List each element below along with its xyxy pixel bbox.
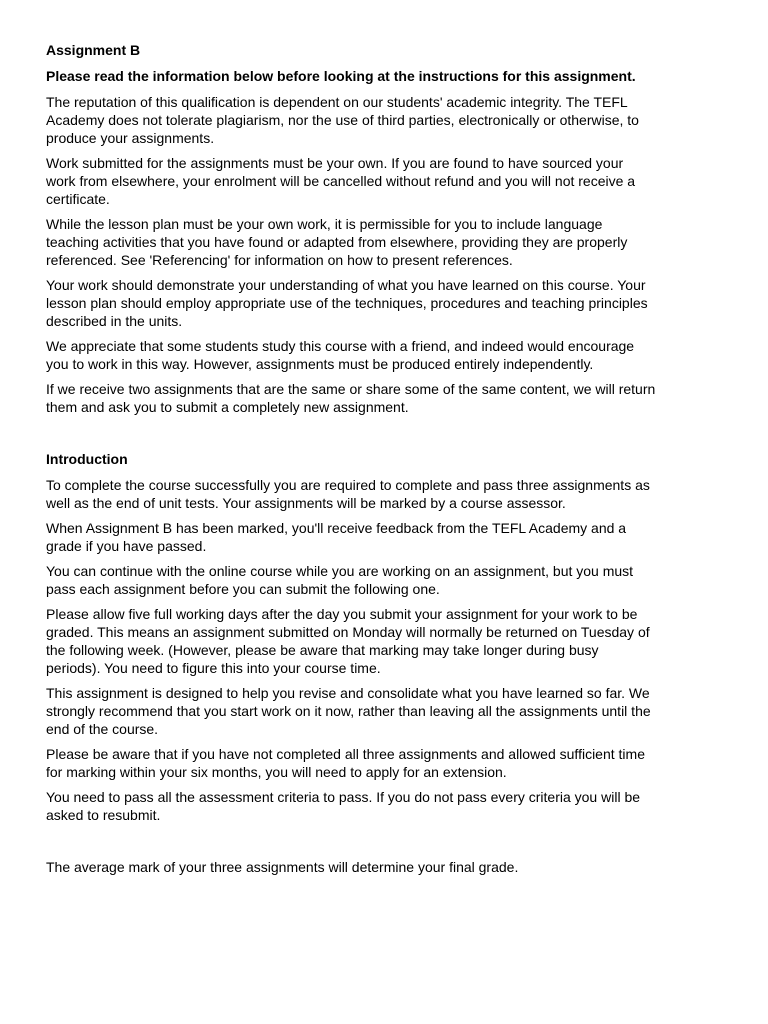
introduction-section [46, 476, 726, 824]
read-first-notice: Please read the information below before looking at the instructions for this assignment. [46, 68, 636, 84]
paragraph: You need to pass all the assessment criteria to pass. If you do not pass every criteria you will be asked to resubmit. [46, 789, 641, 823]
paragraph: You can continue with the online course while you are working on an assignment, but you must pass each assignment before you can submit the following one. [46, 563, 634, 597]
document-page [46, 41, 726, 883]
paragraph: Please be aware that if you have not completed all three assignments and allowed sufficient time for marking within your six months, you will need to apply for an extension. [46, 746, 645, 780]
final-grade-note: The average mark of your three assignments will determine your final grade. [46, 859, 519, 875]
spacer [46, 423, 726, 450]
paragraph: We appreciate that some students study this course with a friend, and indeed would encourage you to work in this way. However, assignments must be produced entirely independently. [46, 338, 635, 372]
paragraph: If we receive two assignments that are the same or share some of the same content, we will return them and ask you to submit a completely new assignment. [46, 381, 656, 415]
paragraph: This assignment is designed to help you revise and consolidate what you have learned so far. We strongly recommend that you start work on it now, rather than leaving all the assignments until the end of the course. [46, 685, 651, 737]
paragraph: Your work should demonstrate your understanding of what you have learned on this course. Your lesson plan should employ appropriate use of the techniques, procedures and teaching principles described in the units. [46, 277, 648, 329]
paragraph: While the lesson plan must be your own work, it is permissible for you to include language teaching activities that you have found or adapted from elsewhere, providing they are properly referenced. See 'Referencing' for information on how to present references. [46, 216, 628, 268]
document-title: Assignment B [46, 42, 141, 58]
paragraph: The reputation of this qualification is dependent on our students' academic integrity. The TEFL Academy does not tolerate plagiarism, nor the use of third parties, electronically or otherwise, to produce your assignments. [46, 94, 639, 146]
integrity-section [46, 93, 726, 416]
paragraph: When Assignment B has been marked, you'll receive feedback from the TEFL Academy and a grade if you have passed. [46, 520, 627, 554]
introduction-heading: Introduction [46, 451, 128, 467]
paragraph: Work submitted for the assignments must be your own. If you are found to have sourced your work from elsewhere, your enrolment will be cancelled without refund and you will not receive a certificate. [46, 155, 636, 207]
spacer [46, 831, 726, 858]
paragraph: Please allow five full working days after the day you submit your assignment for your work to be graded. This means an assignment submitted on Monday will normally be returned on Tuesday of the following week. (However, please be aware that marking may take longer during busy periods). You need to figure this into your course time. [46, 606, 650, 676]
paragraph: To complete the course successfully you are required to complete and pass three assignments as well as the end of unit tests. Your assignments will be marked by a course assessor. [46, 477, 650, 511]
